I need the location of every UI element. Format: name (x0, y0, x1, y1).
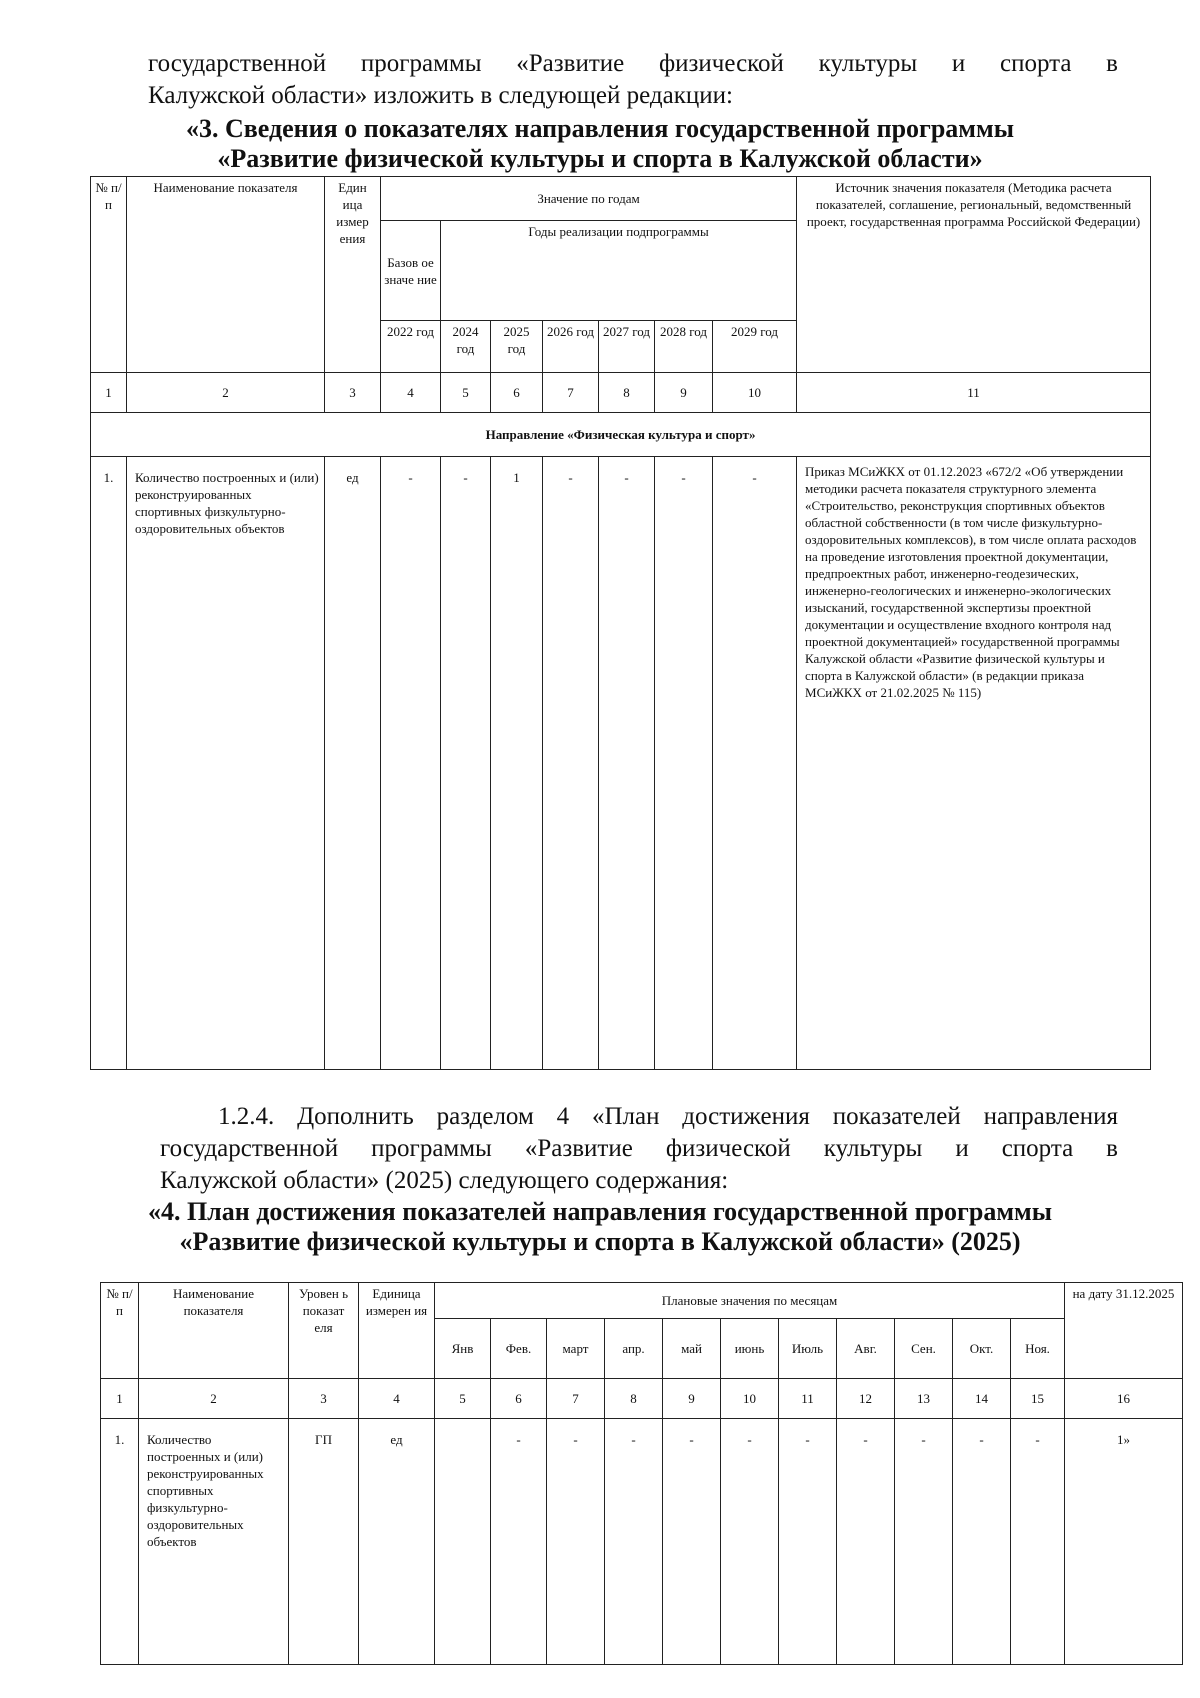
month-value (435, 1419, 491, 1665)
plan-indicator-name: Количество построенных и (или) реконструированных спортивных физкультурно-оздоровительных объектов (139, 1419, 289, 1665)
header-year: 2026 год (543, 321, 599, 373)
value-cell: - (599, 457, 655, 1070)
header-base-value: Базов ое значе ние (381, 221, 441, 321)
plan-header-num: № п/п (101, 1283, 139, 1379)
column-number: 9 (663, 1379, 721, 1419)
column-number: 8 (605, 1379, 663, 1419)
indicator-source: Приказ МСиЖКХ от 01.12.2023 «672/2 «Об утверждении методики расчета показателя структурного элемента «Строительство, реконструкция спортивных объектов областной собственности (в том числе физкультурно-оздоровительных комплексов), в том числе оплата расходов на проведение изготовления проектной документации, предпроектных работ, инженерно-геодезических, инженерно-геологических и инженерно-экологических изысканий, государственной экспертизы проектной документации и осуществление входного контроля над проектной документацией» государственной программы Калужской области «Развитие физической культуры и спорта в Калужской области» (в редакции приказа МСиЖКХ от 21.02.2025 № 115) (797, 457, 1151, 1070)
month-header: май (663, 1319, 721, 1379)
month-value: - (1011, 1419, 1065, 1665)
column-number: 9 (655, 373, 713, 413)
row-number: 1. (91, 457, 127, 1070)
column-number: 5 (441, 373, 491, 413)
column-number: 7 (543, 373, 599, 413)
column-number: 16 (1065, 1379, 1183, 1419)
column-number: 1 (101, 1379, 139, 1419)
section-3-title-line-2: «Развитие физической культуры и спорта в Калужской области» (217, 144, 983, 173)
column-number: 4 (381, 373, 441, 413)
month-header: Сен. (895, 1319, 953, 1379)
column-number: 7 (547, 1379, 605, 1419)
month-value: - (779, 1419, 837, 1665)
intro-line-2: Калужской области» изложить в следующей редакции: (148, 82, 733, 109)
para-124-line-2: государственной программы «Развитие физической культуры и спорта в (160, 1135, 1118, 1162)
indicator-name: Количество построенных и (или) реконструированных спортивных физкультурно-оздоровительных объектов (127, 457, 325, 1070)
header-year: 2029 год (713, 321, 797, 373)
column-number: 4 (359, 1379, 435, 1419)
plan-indicator-level: ГП (289, 1419, 359, 1665)
header-year: 2025 год (491, 321, 543, 373)
month-value: - (721, 1419, 779, 1665)
column-number: 10 (721, 1379, 779, 1419)
header-year: 2024 год (441, 321, 491, 373)
section-4-title-line-1: «4. План достижения показателей направления государственной программы (147, 1197, 1053, 1226)
column-number: 15 (1011, 1379, 1065, 1419)
month-value: - (663, 1419, 721, 1665)
header-num: № п/п (91, 177, 127, 373)
header-year: 2028 год (655, 321, 713, 373)
para-124-line-3: Калужской области» (2025) следующего содержания: (160, 1167, 729, 1194)
section-4-title-line-2: «Развитие физической культуры и спорта в Калужской области» (2025) (179, 1227, 1021, 1256)
indicator-unit: ед (325, 457, 381, 1070)
month-value: - (491, 1419, 547, 1665)
column-number: 10 (713, 373, 797, 413)
column-number: 11 (779, 1379, 837, 1419)
month-header: Янв (435, 1319, 491, 1379)
month-header: апр. (605, 1319, 663, 1379)
plan-row-number: 1. (101, 1419, 139, 1665)
plan-header-date: на дату 31.12.2025 (1065, 1283, 1183, 1379)
final-value: 1» (1065, 1419, 1183, 1665)
header-implementation-years: Годы реализации подпрограммы (441, 221, 797, 321)
intro-line-1: государственной программы «Развитие физической культуры и спорта в (148, 50, 1118, 77)
header-year: 2022 год (381, 321, 441, 373)
column-number: 14 (953, 1379, 1011, 1419)
column-number: 2 (139, 1379, 289, 1419)
column-number: 8 (599, 373, 655, 413)
month-value: - (837, 1419, 895, 1665)
column-number: 3 (325, 373, 381, 413)
column-number: 6 (491, 373, 543, 413)
value-cell: - (381, 457, 441, 1070)
plan-table (100, 1282, 1183, 1665)
plan-indicator-unit: ед (359, 1419, 435, 1665)
month-header: март (547, 1319, 605, 1379)
header-source: Источник значения показателя (Методика расчета показателей, соглашение, региональный, ведомственный проект, государственная программа Российской Федерации) (797, 177, 1151, 373)
month-header: Июль (779, 1319, 837, 1379)
column-number: 6 (491, 1379, 547, 1419)
month-value: - (895, 1419, 953, 1665)
section-3-title-line-1: «3. Сведения о показателях направления государственной программы (185, 114, 1015, 143)
column-number: 1 (91, 373, 127, 413)
month-header: Фев. (491, 1319, 547, 1379)
indicators-table (90, 176, 1151, 1070)
plan-header-name: Наименование показателя (139, 1283, 289, 1379)
month-header: Авг. (837, 1319, 895, 1379)
direction-row: Направление «Физическая культура и спорт» (91, 413, 1151, 457)
column-number: 12 (837, 1379, 895, 1419)
month-header: июнь (721, 1319, 779, 1379)
value-cell: - (655, 457, 713, 1070)
para-124-line-1: 1.2.4. Дополнить разделом 4 «План достижения показателей направления (218, 1103, 1118, 1130)
column-number: 5 (435, 1379, 491, 1419)
plan-header-level: Уровен ь показат еля (289, 1283, 359, 1379)
column-number: 13 (895, 1379, 953, 1419)
value-cell: - (441, 457, 491, 1070)
plan-header-monthly: Плановые значения по месяцам (435, 1283, 1065, 1319)
column-number: 2 (127, 373, 325, 413)
value-cell: - (713, 457, 797, 1070)
header-name: Наименование показателя (127, 177, 325, 373)
column-number: 11 (797, 373, 1151, 413)
value-cell: - (543, 457, 599, 1070)
month-value: - (605, 1419, 663, 1665)
header-year: 2027 год (599, 321, 655, 373)
month-header: Ноя. (1011, 1319, 1065, 1379)
month-header: Окт. (953, 1319, 1011, 1379)
month-value: - (953, 1419, 1011, 1665)
column-number: 3 (289, 1379, 359, 1419)
header-unit: Един ица измер ения (325, 177, 381, 373)
plan-header-unit: Единица измерен ия (359, 1283, 435, 1379)
header-values-by-year: Значение по годам (381, 177, 797, 221)
value-cell: 1 (491, 457, 543, 1070)
month-value: - (547, 1419, 605, 1665)
